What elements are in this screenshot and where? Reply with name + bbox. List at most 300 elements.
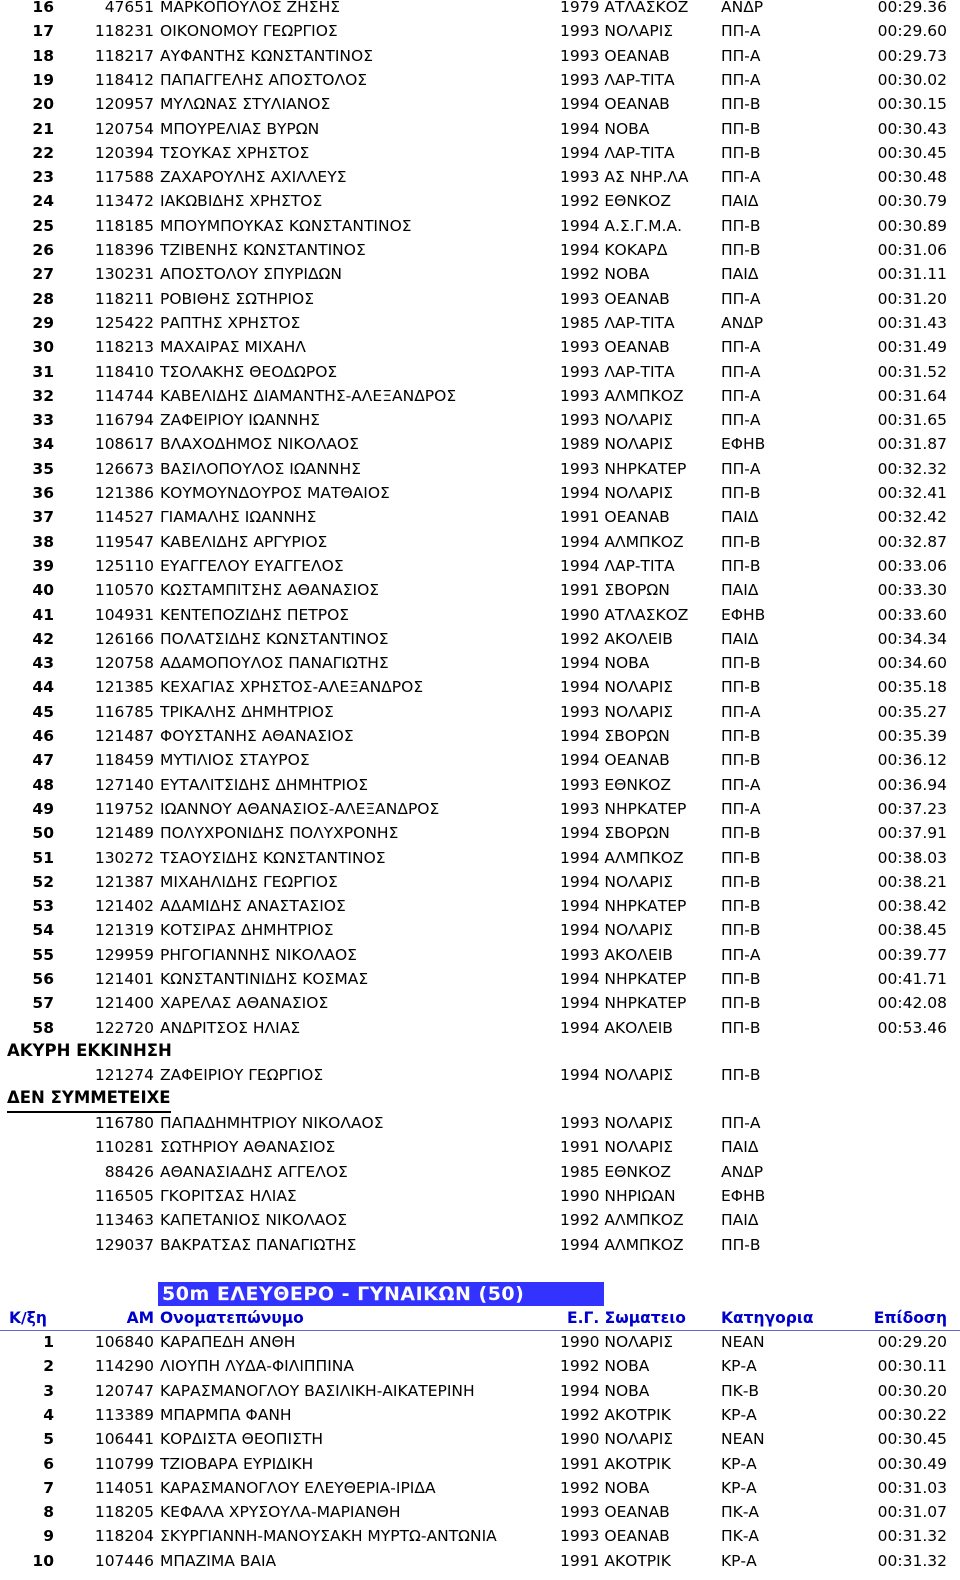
athlete-name: ΤΣΟΛΑΚΗΣ ΘΕΟΔΩΡΟΣ <box>160 362 338 381</box>
table-row <box>0 505 960 529</box>
category: ΠΚ-Β <box>721 1381 760 1400</box>
dns-heading: ΔΕΝ ΣΥΜΜΕΤΕΙΧΕ <box>7 1087 171 1113</box>
year-club: 1992 ΝΟΒΑ <box>560 1478 650 1497</box>
header-year-club: Ε.Γ. Σωματειο <box>567 1309 686 1327</box>
header-category: Κατηγορια <box>721 1309 814 1327</box>
category: ΠΠ-Β <box>721 751 761 770</box>
athlete-id: 88426 <box>104 1162 154 1181</box>
position: 8 <box>43 1503 54 1522</box>
time: 00:30.45 <box>877 1430 947 1449</box>
athlete-id: 126673 <box>94 459 154 478</box>
category: ΠΠ-Β <box>721 95 761 114</box>
table-row <box>0 287 960 311</box>
position: 25 <box>32 216 54 235</box>
table-row <box>0 1549 960 1573</box>
athlete-name: ΕΥΤΑΛΙΤΣΙΔΗΣ ΔΗΜΗΤΡΙΟΣ <box>160 775 368 794</box>
time: 00:31.07 <box>877 1503 947 1522</box>
table-row <box>0 1379 960 1403</box>
position: 43 <box>32 654 54 673</box>
position: 23 <box>32 168 54 187</box>
year-club: 1994 ΝΟΒΑ <box>560 1381 650 1400</box>
table-row <box>0 311 960 335</box>
category: ΠΠ-Β <box>721 848 761 867</box>
category: ΠΠ-Α <box>721 775 761 794</box>
year-club: 1993 ΑΣ ΝΗΡ.ΛΑ <box>560 168 689 187</box>
athlete-name: ΚΕΧΑΓΙΑΣ ΧΡΗΣΤΟΣ-ΑΛΕΞΑΝΔΡΟΣ <box>160 678 424 697</box>
position: 26 <box>32 241 54 259</box>
athlete-name: ΚΟΤΣΙΡΑΣ ΔΗΜΗΤΡΙΟΣ <box>160 921 334 940</box>
year-club: 1994 ΛΑΡ-ΤΙΤΑ <box>560 556 675 575</box>
category: ΠΠ-Α <box>721 945 761 964</box>
table-row <box>0 0 960 19</box>
year-club: 1994 ΟΕΑΝΑΒ <box>560 95 670 114</box>
athlete-name: ΒΑΚΡΑΤΣΑΣ ΠΑΝΑΓΙΩΤΗΣ <box>160 1235 357 1254</box>
athlete-id: 118459 <box>94 751 154 770</box>
year-club: 1979 ΑΤΛΑΣΚΟΖ <box>560 0 689 16</box>
athlete-name: ΑΥΦΑΝΤΗΣ ΚΩΝΣΤΑΝΤΙΝΟΣ <box>160 46 374 65</box>
athlete-id: 113472 <box>94 192 154 211</box>
year-club: 1993 ΝΟΛΑΡΙΣ <box>560 1114 674 1132</box>
table-row <box>0 457 960 481</box>
table-row <box>0 1160 960 1184</box>
category: ΠΠ-Β <box>721 970 761 988</box>
time: 00:31.11 <box>877 265 947 284</box>
time: 00:36.94 <box>877 775 947 794</box>
position: 53 <box>32 897 54 916</box>
athlete-name: ΙΑΚΩΒΙΔΗΣ ΧΡΗΣΤΟΣ <box>160 192 323 211</box>
year-club: 1993 ΕΘΝΚΟΖ <box>560 775 671 794</box>
year-club: 1990 ΝΟΛΑΡΙΣ <box>560 1430 674 1449</box>
athlete-name: ΚΑΒΕΛΙΔΗΣ ΑΡΓΥΡΙΟΣ <box>160 532 328 551</box>
position: 57 <box>32 994 54 1013</box>
athlete-id: 121402 <box>94 897 154 916</box>
position: 9 <box>43 1527 54 1546</box>
position: 6 <box>43 1454 54 1473</box>
athlete-name: ΤΣΟΥΚΑΣ ΧΡΗΣΤΟΣ <box>160 143 310 162</box>
athlete-id: 118217 <box>94 46 154 65</box>
athlete-name: ΠΑΠΑΓΓΕΛΗΣ ΑΠΟΣΤΟΛΟΣ <box>160 70 368 89</box>
table-header <box>0 1306 960 1330</box>
athlete-name: ΤΡΙΚΑΛΗΣ ΔΗΜΗΤΡΙΟΣ <box>160 702 334 721</box>
athlete-id: 120747 <box>94 1381 154 1400</box>
table-row <box>0 68 960 92</box>
position: 40 <box>32 581 54 600</box>
table-row <box>0 1476 960 1500</box>
position: 52 <box>32 872 54 891</box>
athlete-name: ΜΠΟΥΜΠΟΥΚΑΣ ΚΩΝΣΤΑΝΤΙΝΟΣ <box>160 216 412 235</box>
time: 00:31.65 <box>877 411 947 430</box>
athlete-name: ΡΑΠΤΗΣ ΧΡΗΣΤΟΣ <box>160 313 301 332</box>
category: ΠΠ-Β <box>721 921 761 940</box>
year-club: 1989 ΝΟΛΑΡΙΣ <box>560 435 674 454</box>
category: ΠΠ-Β <box>721 1235 761 1254</box>
time: 00:35.27 <box>877 702 947 721</box>
year-club: 1993 ΟΕΑΝΑΒ <box>560 289 670 308</box>
athlete-name: ΚΑΠΕΤΑΝΙΟΣ ΝΙΚΟΛΑΟΣ <box>160 1211 348 1230</box>
time: 00:37.91 <box>877 824 947 843</box>
athlete-id: 121386 <box>94 484 154 502</box>
position: 50 <box>32 824 54 843</box>
athlete-id: 104931 <box>94 605 154 624</box>
category: ΕΦΗΒ <box>721 1186 766 1205</box>
position: 47 <box>32 751 54 770</box>
athlete-id: 118205 <box>94 1503 154 1522</box>
year-club: 1994 ΝΟΒΑ <box>560 119 650 138</box>
year-club: 1994 ΟΕΑΝΑΒ <box>560 751 670 770</box>
year-club: 1991 ΟΕΑΝΑΒ <box>560 508 670 527</box>
time: 00:32.32 <box>877 459 947 478</box>
position: 34 <box>32 435 54 454</box>
category: ΠΠ-Β <box>721 484 761 502</box>
athlete-name: ΒΛΑΧΟΔΗΜΟΣ ΝΙΚΟΛΑΟΣ <box>160 435 359 454</box>
athlete-id: 121385 <box>94 678 154 697</box>
category: ΠΑΙΔ <box>721 1138 759 1157</box>
year-club: 1994 ΝΟΒΑ <box>560 654 650 673</box>
time: 00:31.64 <box>877 386 947 405</box>
year-club: 1993 ΑΚΟΛΕΙΒ <box>560 945 673 964</box>
athlete-id: 125422 <box>94 313 154 332</box>
position: 24 <box>32 192 54 211</box>
athlete-name: ΜΙΧΑΗΛΙΔΗΣ ΓΕΩΡΓΙΟΣ <box>160 872 338 891</box>
position: 55 <box>32 945 54 964</box>
position: 32 <box>32 386 54 405</box>
time: 00:30.43 <box>877 119 947 138</box>
year-club: 1994 ΝΟΛΑΡΙΣ <box>560 921 674 940</box>
athlete-id: 121400 <box>94 994 154 1013</box>
category: ΠΠ-Α <box>721 46 761 65</box>
table-row <box>0 1233 960 1257</box>
athlete-id: 119547 <box>94 532 154 551</box>
athlete-name: ΠΟΛΑΤΣΙΔΗΣ ΚΩΝΣΤΑΝΤΙΝΟΣ <box>160 629 389 648</box>
athlete-name: ΑΔΑΜΙΔΗΣ ΑΝΑΣΤΑΣΙΟΣ <box>160 897 346 916</box>
header-time: Επίδοση <box>873 1309 947 1327</box>
athlete-id: 114290 <box>94 1357 154 1376</box>
table-row <box>0 627 960 651</box>
table-row <box>0 846 960 870</box>
athlete-name: ΚΩΝΣΤΑΝΤΙΝΙΔΗΣ ΚΟΣΜΑΣ <box>160 970 369 988</box>
year-club: 1990 ΑΤΛΑΣΚΟΖ <box>560 605 689 624</box>
category: ΠΑΙΔ <box>721 508 759 527</box>
athlete-name: ΜΑΡΚΟΠΟΥΛΟΣ ΖΗΣΗΣ <box>160 0 341 16</box>
table-row <box>0 481 960 505</box>
athlete-name: ΓΙΑΜΑΛΗΣ ΙΩΑΝΝΗΣ <box>160 508 317 527</box>
time: 00:53.46 <box>877 1018 947 1037</box>
year-club: 1994 Α.Σ.Γ.Μ.Α. <box>560 216 683 235</box>
athlete-id: 113389 <box>94 1405 154 1424</box>
category: ΠΠ-Β <box>721 824 761 843</box>
table-row <box>0 1500 960 1524</box>
athlete-id: 118412 <box>94 70 154 89</box>
position: 27 <box>32 265 54 284</box>
table-row <box>0 748 960 772</box>
category: ΚΡ-Α <box>721 1478 757 1497</box>
athlete-id: 118213 <box>94 338 154 357</box>
year-club: 1992 ΕΘΝΚΟΖ <box>560 192 671 211</box>
time: 00:30.49 <box>877 1454 947 1473</box>
table-row <box>0 165 960 189</box>
category: ΠΠ-Β <box>721 216 761 235</box>
table-row <box>0 918 960 942</box>
athlete-name: ΤΣΑΟΥΣΙΔΗΣ ΚΩΝΣΤΑΝΤΙΝΟΣ <box>160 848 386 867</box>
position: 28 <box>32 289 54 308</box>
table-row <box>0 675 960 699</box>
time: 00:29.20 <box>877 1333 947 1351</box>
category: ΠΠ-Α <box>721 1114 761 1132</box>
category: ΑΝΔΡ <box>721 313 764 332</box>
position: 31 <box>32 362 54 381</box>
table-row <box>0 578 960 602</box>
time: 00:34.60 <box>877 654 947 673</box>
table-row <box>0 1427 960 1451</box>
table-row <box>0 651 960 675</box>
table-row <box>0 408 960 432</box>
athlete-id: 118396 <box>94 241 154 259</box>
athlete-name: ΙΩΑΝΝΟΥ ΑΘΑΝΑΣΙΟΣ-ΑΛΕΞΑΝΔΡΟΣ <box>160 799 440 818</box>
year-club: 1994 ΝΟΛΑΡΙΣ <box>560 484 674 502</box>
position: 16 <box>32 0 54 16</box>
category: ΕΦΗΒ <box>721 435 766 454</box>
year-club: 1993 ΟΕΑΝΑΒ <box>560 1527 670 1546</box>
year-club: 1993 ΝΟΛΑΡΙΣ <box>560 702 674 721</box>
year-club: 1990 ΝΟΛΑΡΙΣ <box>560 1333 674 1351</box>
athlete-id: 118204 <box>94 1527 154 1546</box>
athlete-name: ΑΠΟΣΤΟΛΟΥ ΣΠΥΡΙΔΩΝ <box>160 265 342 284</box>
year-club: 1993 ΟΕΑΝΑΒ <box>560 338 670 357</box>
time: 00:32.87 <box>877 532 947 551</box>
athlete-id: 106840 <box>94 1333 154 1351</box>
year-club: 1991 ΣΒΟΡΩΝ <box>560 581 670 600</box>
year-club: 1992 ΝΟΒΑ <box>560 265 650 284</box>
year-club: 1994 ΚΟΚΑΡΔ <box>560 241 668 259</box>
position: 7 <box>43 1478 54 1497</box>
category: ΚΡ-Α <box>721 1551 757 1570</box>
time: 00:30.02 <box>877 70 947 89</box>
time: 00:32.42 <box>877 508 947 527</box>
athlete-name: ΦΟΥΣΤΑΝΗΣ ΑΘΑΝΑΣΙΟΣ <box>160 727 354 745</box>
table-row <box>0 214 960 238</box>
athlete-id: 120758 <box>94 654 154 673</box>
header-am: ΑΜ <box>126 1309 154 1327</box>
athlete-id: 130272 <box>94 848 154 867</box>
time: 00:31.32 <box>877 1551 947 1570</box>
athlete-name: ΜΠΑΖΙΜΑ ΒΑΙΑ <box>160 1551 277 1570</box>
athlete-name: ΓΚΟΡΙΤΣΑΣ ΗΛΙΑΣ <box>160 1186 297 1205</box>
time: 00:30.11 <box>877 1357 947 1376</box>
table-row <box>0 238 960 262</box>
time: 00:32.41 <box>877 484 947 502</box>
athlete-id: 120957 <box>94 95 154 114</box>
time: 00:31.32 <box>877 1527 947 1546</box>
athlete-name: ΚΑΒΕΛΙΔΗΣ ΔΙΑΜΑΝΤΗΣ-ΑΛΕΞΑΝΔΡΟΣ <box>160 386 457 405</box>
position: 41 <box>32 605 54 624</box>
category: ΝΕΑΝ <box>721 1430 765 1449</box>
position: 10 <box>32 1551 54 1570</box>
table-row <box>0 1016 960 1040</box>
year-club: 1994 ΝΟΛΑΡΙΣ <box>560 1066 674 1084</box>
position: 33 <box>32 411 54 430</box>
athlete-name: ΚΟΥΜΟΥΝΔΟΥΡΟΣ ΜΑΤΘΑΙΟΣ <box>160 484 390 502</box>
year-club: 1993 ΟΕΑΝΑΒ <box>560 1503 670 1522</box>
athlete-id: 114527 <box>94 508 154 527</box>
year-club: 1994 ΑΛΜΠΚΟΖ <box>560 532 684 551</box>
year-club: 1993 ΛΑΡ-ΤΙΤΑ <box>560 70 675 89</box>
year-club: 1994 ΛΑΡ-ΤΙΤΑ <box>560 143 675 162</box>
athlete-name: ΜΠΑΡΜΠΑ ΦΑΝΗ <box>160 1405 292 1424</box>
category: ΠΠ-Α <box>721 362 761 381</box>
athlete-name: ΟΙΚΟΝΟΜΟΥ ΓΕΩΡΓΙΟΣ <box>160 22 338 41</box>
table-row <box>0 117 960 141</box>
time: 00:30.48 <box>877 168 947 187</box>
position: 38 <box>32 532 54 551</box>
position: 3 <box>43 1381 54 1400</box>
athlete-id: 106441 <box>94 1430 154 1449</box>
athlete-name: ΚΑΡΑΠΕΔΗ ΑΝΘΗ <box>160 1333 296 1351</box>
athlete-name: ΣΚΥΡΓΙΑΝΝΗ-ΜΑΝΟΥΣΑΚΗ ΜΥΡΤΩ-ΑΝΤΩΝΙΑ <box>160 1527 497 1546</box>
time: 00:31.20 <box>877 289 947 308</box>
year-club: 1985 ΕΘΝΚΟΖ <box>560 1162 671 1181</box>
athlete-id: 116505 <box>94 1186 154 1205</box>
false-start-heading: ΑΚΥΡΗ ΕΚΚΙΝΗΣΗ <box>7 1041 172 1060</box>
category: ΠΑΙΔ <box>721 629 759 648</box>
year-club: 1994 ΑΛΜΠΚΟΖ <box>560 1235 684 1254</box>
time: 00:37.23 <box>877 799 947 818</box>
year-club: 1994 ΝΟΛΑΡΙΣ <box>560 678 674 697</box>
category: ΝΕΑΝ <box>721 1333 765 1351</box>
athlete-name: ΖΑΦΕΙΡΙΟΥ ΓΕΩΡΓΙΟΣ <box>160 1066 324 1084</box>
category: ΠΑΙΔ <box>721 1211 759 1230</box>
time: 00:31.06 <box>877 241 947 259</box>
time: 00:31.43 <box>877 313 947 332</box>
table-row <box>0 189 960 213</box>
year-club: 1994 ΝΗΡΚΑΤΕΡ <box>560 897 687 916</box>
year-club: 1993 ΝΟΛΑΡΙΣ <box>560 411 674 430</box>
year-club: 1993 ΝΗΡΚΑΤΕΡ <box>560 459 687 478</box>
athlete-id: 119752 <box>94 799 154 818</box>
position: 49 <box>32 799 54 818</box>
table-row <box>0 530 960 554</box>
athlete-id: 116780 <box>94 1114 154 1132</box>
category: ΠΠ-Β <box>721 143 761 162</box>
table-row <box>0 870 960 894</box>
athlete-name: ΒΑΣΙΛΟΠΟΥΛΟΣ ΙΩΑΝΝΗΣ <box>160 459 361 478</box>
athlete-name: ΑΔΑΜΟΠΟΥΛΟΣ ΠΑΝΑΓΙΩΤΗΣ <box>160 654 389 673</box>
athlete-name: ΚΑΡΑΣΜΑΝΟΓΛΟΥ ΕΛΕΥΘΕΡΙΑ-ΙΡΙΔΑ <box>160 1478 436 1497</box>
table-row <box>0 1063 960 1087</box>
athlete-name: ΜΥΤΙΛΙΟΣ ΣΤΑΥΡΟΣ <box>160 751 310 770</box>
time: 00:38.45 <box>877 921 947 940</box>
time: 00:30.15 <box>877 95 947 114</box>
year-club: 1992 ΑΛΜΠΚΟΖ <box>560 1211 684 1230</box>
athlete-id: 110281 <box>94 1138 154 1157</box>
athlete-name: ΠΑΠΑΔΗΜΗΤΡΙΟΥ ΝΙΚΟΛΑΟΣ <box>160 1114 384 1132</box>
time: 00:31.49 <box>877 338 947 357</box>
time: 00:29.36 <box>877 0 947 16</box>
athlete-id: 127140 <box>94 775 154 794</box>
time: 00:33.30 <box>877 581 947 600</box>
position: 45 <box>32 702 54 721</box>
time: 00:31.87 <box>877 435 947 454</box>
athlete-name: ΚΩΣΤΑΜΠΙΤΣΗΣ ΑΘΑΝΑΣΙΟΣ <box>160 581 380 600</box>
year-club: 1993 ΝΗΡΚΑΤΕΡ <box>560 799 687 818</box>
position: 54 <box>32 921 54 940</box>
athlete-name: ΜΑΧΑΙΡΑΣ ΜΙΧΑΗΛ <box>160 338 306 357</box>
athlete-id: 110799 <box>94 1454 154 1473</box>
athlete-id: 116794 <box>94 411 154 430</box>
position: 20 <box>32 95 54 114</box>
time: 00:31.52 <box>877 362 947 381</box>
position: 35 <box>32 459 54 478</box>
athlete-id: 117588 <box>94 168 154 187</box>
athlete-name: ΑΝΔΡΙΤΣΟΣ ΗΛΙΑΣ <box>160 1018 301 1037</box>
table-row <box>0 44 960 68</box>
athlete-name: ΤΖΙΟΒΑΡΑ ΕΥΡΙΔΙΚΗ <box>160 1454 314 1473</box>
table-row <box>0 262 960 286</box>
athlete-name: ΖΑΦΕΙΡΙΟΥ ΙΩΑΝΝΗΣ <box>160 411 320 430</box>
athlete-id: 126166 <box>94 629 154 648</box>
table-row <box>0 967 960 991</box>
position: 2 <box>43 1357 54 1376</box>
category: ΠΠ-Α <box>721 411 761 430</box>
table-row <box>0 554 960 578</box>
table-row <box>0 19 960 43</box>
category: ΠΑΙΔ <box>721 581 759 600</box>
category: ΠΠ-Β <box>721 994 761 1013</box>
table-row <box>0 1111 960 1135</box>
athlete-name: ΚΕΦΑΛΑ ΧΡΥΣΟΥΛΑ-ΜΑΡΙΑΝΘΗ <box>160 1503 401 1522</box>
table-row <box>0 1452 960 1476</box>
athlete-name: ΠΟΛΥΧΡΟΝΙΔΗΣ ΠΟΛΥΧΡΟΝΗΣ <box>160 824 399 843</box>
table-row <box>0 991 960 1015</box>
position: 4 <box>43 1405 54 1424</box>
athlete-id: 129037 <box>94 1235 154 1254</box>
athlete-id: 121274 <box>94 1066 154 1084</box>
time: 00:39.77 <box>877 945 947 964</box>
athlete-id: 129959 <box>94 945 154 964</box>
category: ΠΠ-Α <box>721 459 761 478</box>
athlete-id: 125110 <box>94 556 154 575</box>
time: 00:38.03 <box>877 848 947 867</box>
athlete-id: 116785 <box>94 702 154 721</box>
table-row <box>0 1354 960 1378</box>
athlete-name: ΜΠΟΥΡΕΛΙΑΣ ΒΥΡΩΝ <box>160 119 320 138</box>
category: ΠΠ-Β <box>721 556 761 575</box>
position: 17 <box>32 22 54 41</box>
athlete-id: 130231 <box>94 265 154 284</box>
table-row <box>0 773 960 797</box>
athlete-id: 120394 <box>94 143 154 162</box>
athlete-name: ΤΖΙΒΕΝΗΣ ΚΩΝΣΤΑΝΤΙΝΟΣ <box>160 241 366 259</box>
table-row <box>0 92 960 116</box>
athlete-name: ΛΙΟΥΠΗ ΛΥΔΑ-ΦΙΛΙΠΠΙΝΑ <box>160 1357 354 1376</box>
category: ΠΑΙΔ <box>721 192 759 211</box>
position: 51 <box>32 848 54 867</box>
table-row <box>0 432 960 456</box>
category: ΠΠ-Β <box>721 119 761 138</box>
category: ΠΠ-Β <box>721 241 761 259</box>
athlete-id: 114051 <box>94 1478 154 1497</box>
position: 44 <box>32 678 54 697</box>
table-row <box>0 1330 960 1354</box>
position: 29 <box>32 313 54 332</box>
athlete-id: 121487 <box>94 727 154 745</box>
athlete-id: 107446 <box>94 1551 154 1570</box>
time: 00:30.89 <box>877 216 947 235</box>
position: 58 <box>32 1018 54 1037</box>
athlete-id: 108617 <box>94 435 154 454</box>
athlete-name: ΚΕΝΤΕΠΟΖΙΔΗΣ ΠΕΤΡΟΣ <box>160 605 350 624</box>
year-club: 1991 ΑΚΟΤΡΙΚ <box>560 1454 671 1473</box>
category: ΠΠ-Α <box>721 70 761 89</box>
